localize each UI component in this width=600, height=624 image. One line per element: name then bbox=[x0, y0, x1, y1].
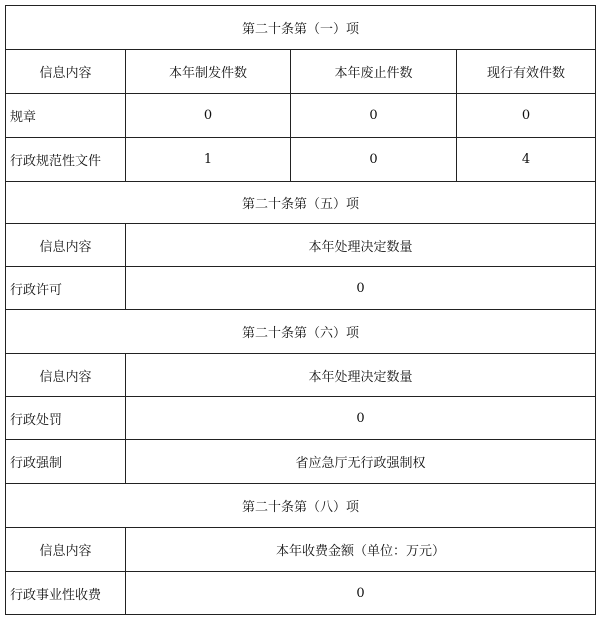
table-row bbox=[6, 440, 596, 484]
column-header-info-content: 信息内容 bbox=[6, 224, 126, 267]
section-1-header-row bbox=[6, 50, 596, 94]
section-4-title: 第二十条第（八）项 bbox=[6, 484, 596, 528]
section-3-title: 第二十条第（六）项 bbox=[6, 310, 596, 354]
section-4-header-row bbox=[6, 528, 596, 572]
column-header-info-content: 信息内容 bbox=[6, 50, 126, 94]
section-4-title-row bbox=[6, 484, 596, 528]
row-label-administrative-license: 行政许可 bbox=[6, 267, 126, 310]
section-3-header-row bbox=[6, 354, 596, 397]
column-header-decision-count: 本年处理决定数量 bbox=[126, 224, 596, 267]
normative-documents-repealed-value: 0 bbox=[291, 138, 457, 182]
disclosure-table bbox=[5, 5, 596, 615]
table-row bbox=[6, 572, 596, 615]
section-2-title-row bbox=[6, 182, 596, 224]
table-row bbox=[6, 397, 596, 440]
column-header-info-content: 信息内容 bbox=[6, 354, 126, 397]
column-header-valid-count: 现行有效件数 bbox=[457, 50, 596, 94]
section-1-title: 第二十条第（一）项 bbox=[6, 6, 596, 50]
row-label-administrative-enforcement: 行政强制 bbox=[6, 440, 126, 484]
row-label-administrative-penalty: 行政处罚 bbox=[6, 397, 126, 440]
administrative-penalty-value: 0 bbox=[126, 397, 596, 440]
table-row bbox=[6, 138, 596, 182]
administrative-license-value: 0 bbox=[126, 267, 596, 310]
column-header-repealed-count: 本年废止件数 bbox=[291, 50, 457, 94]
column-header-fee-amount: 本年收费金额（单位：万元） bbox=[126, 528, 596, 572]
normative-documents-issued-value: 1 bbox=[126, 138, 291, 182]
row-label-normative-documents: 行政规范性文件 bbox=[6, 138, 126, 182]
regulations-valid-value: 0 bbox=[457, 94, 596, 138]
column-header-info-content: 信息内容 bbox=[6, 528, 126, 572]
administrative-enforcement-value: 省应急厅无行政强制权 bbox=[126, 440, 596, 484]
row-label-regulations: 规章 bbox=[6, 94, 126, 138]
row-label-administrative-fees: 行政事业性收费 bbox=[6, 572, 126, 615]
section-3-title-row bbox=[6, 310, 596, 354]
section-2-title: 第二十条第（五）项 bbox=[6, 182, 596, 224]
table-row bbox=[6, 94, 596, 138]
regulations-repealed-value: 0 bbox=[291, 94, 457, 138]
section-1-title-row bbox=[6, 6, 596, 50]
regulations-issued-value: 0 bbox=[126, 94, 291, 138]
column-header-issued-count: 本年制发件数 bbox=[126, 50, 291, 94]
section-2-header-row bbox=[6, 224, 596, 267]
normative-documents-valid-value: 4 bbox=[457, 138, 596, 182]
column-header-decision-count: 本年处理决定数量 bbox=[126, 354, 596, 397]
administrative-fees-value: 0 bbox=[126, 572, 596, 615]
table-row bbox=[6, 267, 596, 310]
